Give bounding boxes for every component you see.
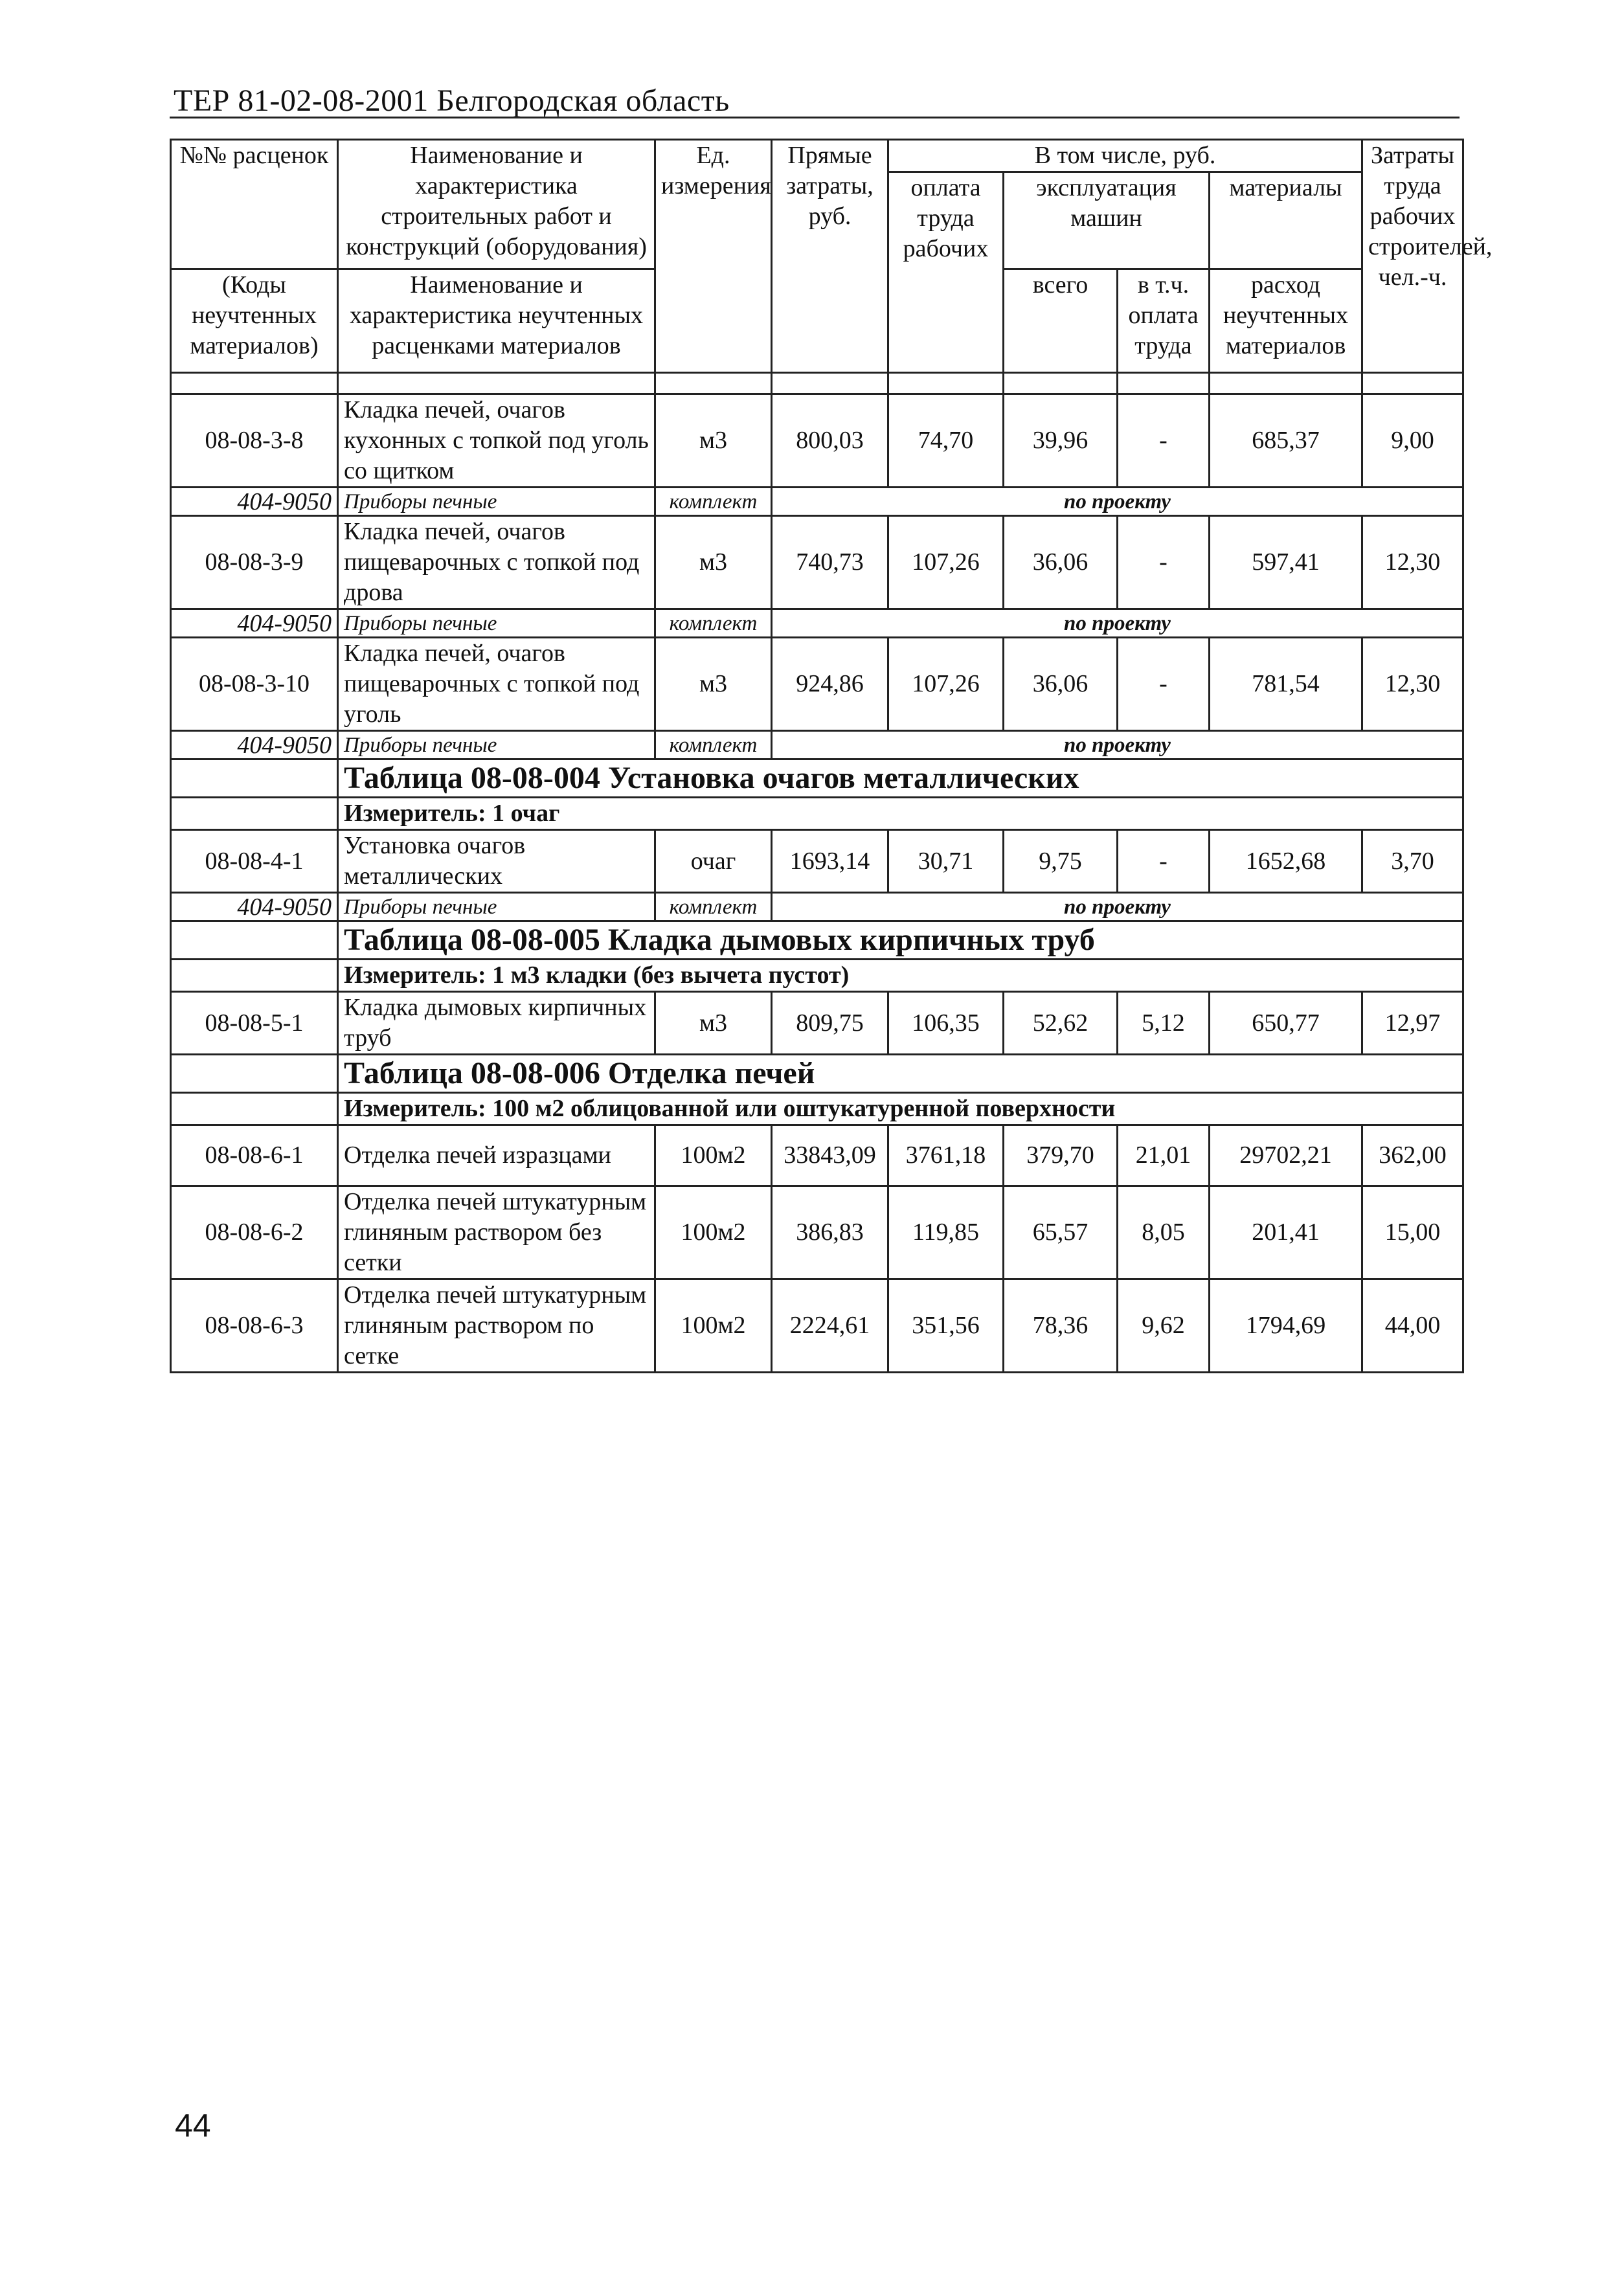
rate-name: Отделка печей штукатурным глиняным раствором без сетки [338,1186,655,1279]
rate-machine-wages: - [1118,516,1210,609]
material-unit: комплект [655,893,772,921]
rate-unit: 100м2 [655,1186,772,1279]
measure-row [171,798,1463,830]
material-name: Приборы печные [338,731,655,759]
rate-wages: 119,85 [888,1186,1004,1279]
header-machines-wage: в т.ч. оплата труда [1118,269,1210,373]
rate-code: 08-08-3-9 [171,516,338,609]
rate-machine-wages: 5,12 [1118,992,1210,1055]
rate-labor: 12,97 [1362,992,1463,1055]
rate-direct-costs: 924,86 [772,638,888,731]
header-materials-alt: расход неучтенных материалов [1210,269,1362,373]
header-materials: материалы [1210,172,1362,269]
rate-code: 08-08-3-10 [171,638,338,731]
rate-code: 08-08-4-1 [171,830,338,893]
rate-name: Отделка печей изразцами [338,1125,655,1186]
rate-wages: 30,71 [888,830,1004,893]
rate-machine-wages: - [1118,638,1210,731]
rate-wages: 74,70 [888,394,1004,488]
rate-code: 08-08-6-1 [171,1125,338,1186]
header-rule [170,117,1460,118]
rate-unit: 100м2 [655,1279,772,1373]
measure-text: Измеритель: 1 м3 кладки (без вычета пустот) [344,962,850,989]
header-name: Наименование и характеристика строительных работ и конструкций (оборудования) [338,140,655,269]
material-note: по проекту [772,488,1463,516]
material-note: по проекту [772,731,1463,759]
material-code: 404-9050 [171,609,338,638]
rate-materials: 597,41 [1210,516,1362,609]
rate-materials: 650,77 [1210,992,1362,1055]
material-name: Приборы печные [338,893,655,921]
rate-code: 08-08-6-2 [171,1186,338,1279]
header-code-alt: (Коды неучтенных материалов) [171,269,338,373]
spacer-cell [1210,373,1362,394]
header-name-alt: Наименование и характеристика неучтенных расценками материалов [338,269,655,373]
rate-name: Кладка печей, очагов пищеварочных с топкой под дрова [338,516,655,609]
measure-row [171,960,1463,992]
rate-name: Установка очагов металлических [338,830,655,893]
header-code: №№ расценок [171,140,338,269]
table-title-cell [338,921,1463,960]
rate-machine-wages: - [1118,394,1210,488]
header-machines-total: всего [1004,269,1118,373]
rate-direct-costs: 33843,09 [772,1125,888,1186]
measure-cell [338,1093,1463,1125]
rate-machines: 65,57 [1004,1186,1118,1279]
rate-unit: м3 [655,992,772,1055]
spacer-cell [655,373,772,394]
rate-row [171,830,1463,893]
rate-machines: 36,06 [1004,638,1118,731]
rate-direct-costs: 740,73 [772,516,888,609]
rate-labor: 362,00 [1362,1125,1463,1186]
rate-row [171,394,1463,488]
rate-labor: 44,00 [1362,1279,1463,1373]
spacer-cell [772,373,888,394]
rate-row [171,1125,1463,1186]
rate-labor: 3,70 [1362,830,1463,893]
spacer-cell [338,373,655,394]
rate-direct-costs: 386,83 [772,1186,888,1279]
spacer-cell [1362,373,1463,394]
rate-code: 08-08-3-8 [171,394,338,488]
rate-materials: 1652,68 [1210,830,1362,893]
rate-machines: 39,96 [1004,394,1118,488]
table-header-row [171,140,1463,172]
rate-unit: м3 [655,516,772,609]
table-title-row [171,759,1463,798]
empty-cell [171,960,338,992]
rate-code: 08-08-5-1 [171,992,338,1055]
measure-text: Измеритель: 1 очаг [344,800,560,827]
header-including: В том числе, руб. [888,140,1362,172]
rate-wages: 107,26 [888,638,1004,731]
rate-code: 08-08-6-3 [171,1279,338,1373]
rate-unit: очаг [655,830,772,893]
rate-unit: м3 [655,394,772,488]
material-code: 404-9050 [171,731,338,759]
material-unit: комплект [655,609,772,638]
material-row [171,488,1463,516]
rate-machines: 78,36 [1004,1279,1118,1373]
rate-machines: 9,75 [1004,830,1118,893]
table-title: Таблица 08-08-006 Отделка печей [344,1056,815,1090]
material-name: Приборы печные [338,488,655,516]
table-title: Таблица 08-08-004 Установка очагов металлических [344,761,1079,795]
spacer-cell [171,373,338,394]
measure-cell [338,798,1463,830]
material-row [171,893,1463,921]
rate-materials: 781,54 [1210,638,1362,731]
material-row [171,731,1463,759]
spacer-cell [1004,373,1118,394]
rate-labor: 15,00 [1362,1186,1463,1279]
material-note: по проекту [772,893,1463,921]
spacer-cell [1118,373,1210,394]
header-wages: оплата труда рабочих [888,172,1004,373]
rate-row [171,638,1463,731]
rate-materials: 201,41 [1210,1186,1362,1279]
rate-row [171,1279,1463,1373]
rate-wages: 351,56 [888,1279,1004,1373]
empty-cell [171,1093,338,1125]
table-title-cell [338,1055,1463,1093]
table-title-cell [338,759,1463,798]
rate-row [171,516,1463,609]
header-machines: эксплуатация машин [1004,172,1210,269]
header-labor: Затраты труда рабочих строителей, чел.-ч. [1362,140,1463,373]
material-unit: комплект [655,731,772,759]
rate-machine-wages: 8,05 [1118,1186,1210,1279]
rate-row [171,992,1463,1055]
rate-wages: 3761,18 [888,1125,1004,1186]
header-spacer-row [171,373,1463,394]
rate-name: Отделка печей штукатурным глиняным раствором по сетке [338,1279,655,1373]
rate-direct-costs: 2224,61 [772,1279,888,1373]
measure-text: Измеритель: 100 м2 облицованной или оштукатуренной поверхности [344,1095,1116,1122]
material-unit: комплект [655,488,772,516]
rate-labor: 9,00 [1362,394,1463,488]
rate-labor: 12,30 [1362,516,1463,609]
rate-row [171,1186,1463,1279]
material-code: 404-9050 [171,893,338,921]
rate-labor: 12,30 [1362,638,1463,731]
rate-unit: 100м2 [655,1125,772,1186]
rate-machine-wages: - [1118,830,1210,893]
material-note: по проекту [772,609,1463,638]
rate-direct-costs: 800,03 [772,394,888,488]
rate-materials: 685,37 [1210,394,1362,488]
page-number: 44 [175,2108,211,2144]
measure-cell [338,960,1463,992]
spacer-cell [888,373,1004,394]
rate-machines: 52,62 [1004,992,1118,1055]
material-row [171,609,1463,638]
table-title: Таблица 08-08-005 Кладка дымовых кирпичных труб [344,923,1095,957]
material-name: Приборы печные [338,609,655,638]
rates-table [170,139,1493,1373]
material-code: 404-9050 [171,488,338,516]
empty-cell [171,798,338,830]
rate-direct-costs: 1693,14 [772,830,888,893]
rate-name: Кладка печей, очагов пищеварочных с топкой под уголь [338,638,655,731]
rate-machines: 36,06 [1004,516,1118,609]
rate-wages: 106,35 [888,992,1004,1055]
table-title-row [171,1055,1463,1093]
rate-unit: м3 [655,638,772,731]
empty-cell [171,759,338,798]
rate-wages: 107,26 [888,516,1004,609]
rate-materials: 1794,69 [1210,1279,1362,1373]
page-header: ТЕР 81-02-08-2001 Белгородская область [174,84,730,118]
rate-machines: 379,70 [1004,1125,1118,1186]
measure-row [171,1093,1463,1125]
header-direct-costs: Прямые затраты, руб. [772,140,888,373]
header-unit: Ед. измерения [655,140,772,373]
rate-machine-wages: 21,01 [1118,1125,1210,1186]
rate-name: Кладка дымовых кирпичных труб [338,992,655,1055]
empty-cell [171,921,338,960]
rate-machine-wages: 9,62 [1118,1279,1210,1373]
rate-direct-costs: 809,75 [772,992,888,1055]
table-title-row [171,921,1463,960]
empty-cell [171,1055,338,1093]
rate-name: Кладка печей, очагов кухонных с топкой под уголь со щитком [338,394,655,488]
rate-materials: 29702,21 [1210,1125,1362,1186]
